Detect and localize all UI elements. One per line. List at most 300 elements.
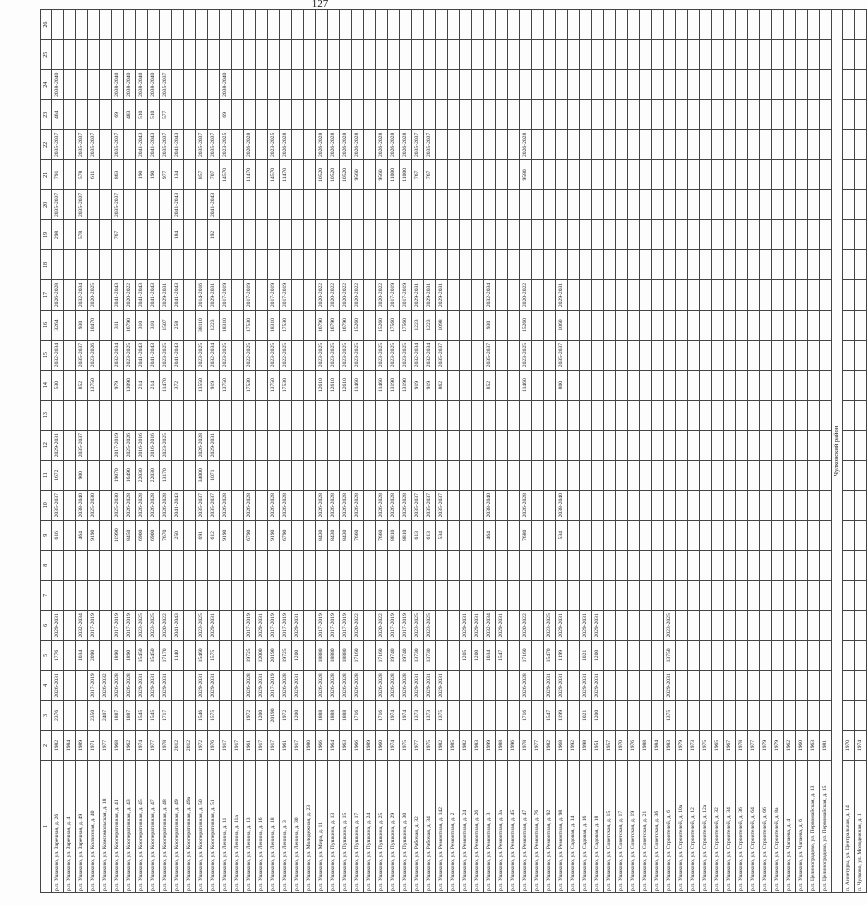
table-cell	[712, 700, 724, 730]
page-number: 127	[311, 0, 329, 10]
table-cell	[652, 460, 664, 490]
table-cell	[640, 550, 652, 580]
address-cell: р.п. Ушаково, ул. Ремонтная, д. 45	[508, 761, 520, 893]
table-cell	[472, 370, 484, 400]
table-cell	[784, 700, 796, 730]
table-cell: 2026-2028	[388, 490, 400, 520]
table-cell	[712, 70, 724, 100]
table-cell	[448, 70, 460, 100]
table-cell	[508, 130, 520, 160]
table-cell: 2038-2040	[76, 490, 88, 520]
table-cell: 919	[208, 370, 220, 400]
address-cell: р.п. Ушаково, ул. Пушкина, д. 29	[388, 761, 400, 893]
table-cell	[796, 40, 808, 70]
table-cell: 1998	[580, 730, 592, 760]
table-cell	[748, 100, 760, 130]
table-cell	[724, 430, 736, 460]
table-cell	[352, 190, 364, 220]
table-cell: 1021	[580, 640, 592, 670]
table-cell	[772, 160, 784, 190]
table-cell	[724, 10, 736, 40]
table-cell	[340, 10, 352, 40]
table-cell	[688, 100, 700, 130]
table-cell	[292, 310, 304, 340]
table-cell	[772, 490, 784, 520]
table-cell	[184, 700, 196, 730]
table-cell	[616, 190, 628, 220]
table-cell	[268, 580, 280, 610]
table-row	[136, 10, 148, 893]
table-cell	[220, 700, 232, 730]
table-cell: 2025-2030	[112, 490, 124, 520]
table-cell: 311	[112, 310, 124, 340]
table-cell	[592, 550, 604, 580]
table-row	[772, 10, 784, 893]
table-cell: 2026-2028	[352, 490, 364, 520]
table-cell	[292, 250, 304, 280]
column-number: 14	[41, 370, 52, 400]
table-cell: 613	[412, 520, 424, 550]
table-cell	[328, 580, 340, 610]
table-cell	[736, 40, 748, 70]
table-cell	[628, 400, 640, 430]
table-cell	[436, 640, 448, 670]
table-cell	[592, 10, 604, 40]
table-cell	[412, 220, 424, 250]
table-cell	[796, 640, 808, 670]
table-cell	[736, 190, 748, 220]
address-cell: п. Аннетуры, ул. Центральная, д. 14	[843, 761, 855, 893]
table-cell: 691	[196, 520, 208, 550]
table-cell: 2023-2025	[220, 340, 232, 370]
table-cell: 2029-2031	[208, 610, 220, 640]
table-cell	[232, 250, 244, 280]
address-cell: р.п. Ушаково, ул. Кооперативная, д. 49а	[184, 761, 196, 893]
table-cell	[304, 70, 316, 100]
table-cell	[304, 610, 316, 640]
table-row	[580, 10, 592, 893]
table-cell: 2041-2043	[172, 130, 184, 160]
table-cell	[712, 580, 724, 610]
address-cell: р.п. Ушаково, ул. Ленина, д. 30	[292, 761, 304, 893]
table-cell	[316, 100, 328, 130]
address-cell: р.п. Ушаково, ул. Ремонтная, д. 98	[556, 761, 568, 893]
table-cell	[328, 460, 340, 490]
table-cell: 2017-2019	[340, 610, 352, 640]
table-cell: 1996	[508, 730, 520, 760]
table-cell	[760, 70, 772, 100]
table-body	[52, 10, 867, 893]
table-cell	[580, 40, 592, 70]
table-cell	[316, 400, 328, 430]
table-cell: 8810	[388, 520, 400, 550]
table-cell	[580, 100, 592, 130]
table-cell	[256, 520, 268, 550]
table-cell	[532, 430, 544, 460]
table-cell	[676, 130, 688, 160]
table-cell	[340, 550, 352, 580]
table-cell: 1978	[520, 730, 532, 760]
table-cell	[160, 40, 172, 70]
table-cell	[712, 610, 724, 640]
table-cell	[448, 130, 460, 160]
table-cell	[532, 400, 544, 430]
table-cell	[592, 520, 604, 550]
table-cell	[508, 460, 520, 490]
table-cell	[796, 430, 808, 460]
table-cell: 2032-2034	[76, 610, 88, 640]
table-cell: 1975	[400, 730, 412, 760]
table-cell	[808, 100, 820, 130]
table-cell	[376, 430, 388, 460]
table-cell	[532, 460, 544, 490]
table-cell	[520, 400, 532, 430]
table-cell	[652, 640, 664, 670]
table-cell	[508, 40, 520, 70]
table-cell	[664, 400, 676, 430]
table-cell	[664, 160, 676, 190]
table-cell: 11460	[352, 370, 364, 400]
table-cell: 1200	[592, 700, 604, 730]
table-cell: 2035-2037	[76, 340, 88, 370]
table-cell	[843, 100, 855, 130]
table-cell	[652, 10, 664, 40]
table-cell: 2026-2028	[388, 130, 400, 160]
table-cell	[736, 520, 748, 550]
table-cell	[855, 280, 867, 310]
table-cell: 2032-2034	[424, 340, 436, 370]
table-cell	[76, 10, 88, 40]
table-cell: 2407	[100, 700, 112, 730]
table-cell	[700, 520, 712, 550]
table-cell	[544, 10, 556, 40]
table-cell	[436, 70, 448, 100]
table-cell: 2026-2028	[328, 130, 340, 160]
table-cell	[184, 100, 196, 130]
table-cell	[76, 580, 88, 610]
table-cell	[855, 520, 867, 550]
table-cell	[280, 10, 292, 40]
table-cell: 1917	[256, 730, 268, 760]
table-cell	[700, 400, 712, 430]
table-cell: 2026-2028	[280, 490, 292, 520]
table-cell	[760, 100, 772, 130]
table-cell	[460, 70, 472, 100]
table-cell	[796, 340, 808, 370]
address-cell: р.п. Ушаково, ул. Ремонтная, д. 3	[484, 761, 496, 893]
table-cell	[64, 700, 76, 730]
table-cell: 11470	[160, 370, 172, 400]
table-cell	[604, 670, 616, 700]
table-cell	[364, 310, 376, 340]
table-cell	[340, 100, 352, 130]
table-cell: 2041-2043	[172, 280, 184, 310]
table-cell	[292, 550, 304, 580]
table-cell: 2029-2031	[556, 280, 568, 310]
table-cell	[772, 640, 784, 670]
table-cell	[688, 490, 700, 520]
table-cell	[796, 130, 808, 160]
table-cell: 1968	[112, 730, 124, 760]
table-cell	[688, 220, 700, 250]
table-cell: 11470	[244, 160, 256, 190]
table-cell	[736, 10, 748, 40]
table-cell	[220, 670, 232, 700]
table-cell	[352, 400, 364, 430]
table-cell	[76, 670, 88, 700]
table-cell	[736, 640, 748, 670]
table-cell	[460, 700, 472, 730]
table-cell	[616, 70, 628, 100]
table-cell	[676, 70, 688, 100]
table-cell	[855, 400, 867, 430]
table-cell	[508, 400, 520, 430]
table-cell	[688, 700, 700, 730]
table-cell: 1974	[388, 700, 400, 730]
table-cell: 2016-2016	[148, 430, 160, 460]
table-cell	[376, 460, 388, 490]
table-cell: 2032-2034	[76, 280, 88, 310]
table-cell	[100, 640, 112, 670]
table-cell	[772, 550, 784, 580]
table-cell	[544, 550, 556, 580]
table-cell	[160, 220, 172, 250]
table-cell	[712, 280, 724, 310]
table-cell	[820, 100, 832, 130]
table-cell	[808, 430, 820, 460]
table-cell	[712, 670, 724, 700]
table-cell	[436, 550, 448, 580]
table-cell	[820, 250, 832, 280]
table-cell	[616, 400, 628, 430]
table-cell	[604, 580, 616, 610]
table-cell	[855, 190, 867, 220]
table-cell	[772, 340, 784, 370]
table-cell	[52, 40, 64, 70]
table-cell	[676, 460, 688, 490]
table-cell: 250	[172, 520, 184, 550]
table-cell	[772, 40, 784, 70]
table-cell	[436, 460, 448, 490]
table-cell	[568, 160, 580, 190]
table-cell: 1964	[328, 730, 340, 760]
address-cell: р.п. Ушаково, ул. Советская, д. 36	[652, 761, 664, 893]
table-cell	[640, 700, 652, 730]
table-row	[676, 10, 688, 893]
table-cell	[220, 640, 232, 670]
table-cell	[604, 520, 616, 550]
table-cell: 2023-2025	[340, 340, 352, 370]
table-cell	[796, 250, 808, 280]
table-cell	[136, 250, 148, 280]
table-cell	[676, 40, 688, 70]
table-cell	[628, 250, 640, 280]
table-cell	[76, 550, 88, 580]
table-cell: 1962	[784, 730, 796, 760]
table-cell	[688, 640, 700, 670]
table-cell	[580, 70, 592, 100]
table-cell	[436, 160, 448, 190]
table-cell	[544, 400, 556, 430]
table-cell	[100, 550, 112, 580]
table-cell	[772, 220, 784, 250]
table-cell: 2020-2022	[160, 610, 172, 640]
table-cell	[400, 40, 412, 70]
table-cell: 483	[124, 100, 136, 130]
table-cell	[472, 460, 484, 490]
table-cell	[88, 460, 100, 490]
table-cell: 863	[112, 160, 124, 190]
table-cell	[352, 460, 364, 490]
table-cell: 2017-2019	[400, 280, 412, 310]
table-cell	[796, 310, 808, 340]
table-cell	[604, 250, 616, 280]
table-cell: 9580	[520, 160, 532, 190]
table-cell	[712, 250, 724, 280]
table-cell: 1974	[855, 730, 867, 760]
table-cell	[676, 340, 688, 370]
table-cell	[328, 550, 340, 580]
column-number: 12	[41, 430, 52, 460]
table-cell	[688, 430, 700, 460]
table-cell	[664, 10, 676, 40]
table-cell	[232, 490, 244, 520]
table-cell	[148, 400, 160, 430]
table-cell	[220, 550, 232, 580]
table-cell: 1890	[112, 640, 124, 670]
table-cell	[496, 490, 508, 520]
table-cell	[604, 70, 616, 100]
table-cell	[364, 520, 376, 550]
table-cell	[364, 610, 376, 640]
table-cell	[364, 70, 376, 100]
table-cell: 2022-2025	[244, 340, 256, 370]
table-cell	[748, 70, 760, 100]
table-cell	[628, 670, 640, 700]
table-cell	[652, 550, 664, 580]
table-cell	[676, 490, 688, 520]
table-cell	[676, 580, 688, 610]
table-cell	[352, 580, 364, 610]
table-cell	[855, 40, 867, 70]
table-cell: 1967	[724, 730, 736, 760]
table-cell	[640, 310, 652, 340]
table-cell: 2032-2034	[208, 340, 220, 370]
table-cell	[568, 70, 580, 100]
table-cell	[472, 490, 484, 520]
address-cell: р.п. Ушаково, ул. Чапаева, д. 4	[784, 761, 796, 893]
table-cell	[640, 430, 652, 460]
table-cell	[532, 670, 544, 700]
table-cell	[232, 460, 244, 490]
table-cell: 1951	[592, 730, 604, 760]
table-cell	[436, 430, 448, 460]
table-cell	[508, 430, 520, 460]
table-cell	[532, 340, 544, 370]
table-cell	[448, 670, 460, 700]
table-cell	[112, 40, 124, 70]
table-cell	[616, 100, 628, 130]
table-cell	[688, 340, 700, 370]
address-cell: р.п. Ушаково, ул. Ленина, д. 16	[256, 761, 268, 893]
table-cell	[712, 550, 724, 580]
table-cell	[316, 10, 328, 40]
table-cell: 2026-2028	[340, 130, 352, 160]
table-cell	[484, 220, 496, 250]
table-cell	[604, 490, 616, 520]
table-cell: 2026-2028	[316, 130, 328, 160]
table-cell	[64, 310, 76, 340]
table-cell	[184, 310, 196, 340]
address-cell: р.п. Ушаково, ул. Ремонтная, д. 24	[460, 761, 472, 893]
table-cell	[724, 160, 736, 190]
table-cell: 2026-2028	[328, 490, 340, 520]
address-cell: р.п. Ушаково, ул. Строителей, д. 10а	[676, 761, 688, 893]
table-cell	[640, 40, 652, 70]
table-cell	[508, 580, 520, 610]
table-cell	[424, 40, 436, 70]
table-cell: 1223	[412, 310, 424, 340]
table-cell	[520, 550, 532, 580]
table-cell: 2029-2031	[424, 280, 436, 310]
table-cell	[340, 400, 352, 430]
table-row	[268, 10, 280, 893]
address-cell: р.п. Ушаково, ул. Кооперативная, д. 43	[124, 761, 136, 893]
table-cell	[712, 490, 724, 520]
table-cell	[364, 640, 376, 670]
column-number: 1	[41, 761, 52, 893]
table-cell	[604, 190, 616, 220]
table-cell	[712, 10, 724, 40]
table-cell	[628, 700, 640, 730]
table-cell: 2029-2031	[160, 280, 172, 310]
table-cell	[244, 250, 256, 280]
table-cell: 2041-2043	[148, 340, 160, 370]
table-cell	[772, 670, 784, 700]
table-cell	[688, 130, 700, 160]
table-cell	[700, 40, 712, 70]
table-cell: 2026-2028	[328, 670, 340, 700]
table-cell	[448, 100, 460, 130]
table-cell	[772, 430, 784, 460]
table-cell	[760, 400, 772, 430]
table-cell: 1060	[556, 310, 568, 340]
table-row	[256, 10, 268, 893]
table-cell: 2020-2025	[88, 280, 100, 310]
table-cell: 2350	[88, 700, 100, 730]
table-cell	[843, 520, 855, 550]
table-cell: 1021	[580, 700, 592, 730]
table-cell	[256, 10, 268, 40]
table-cell	[688, 280, 700, 310]
table-cell: 2029-2031	[592, 670, 604, 700]
table-cell	[472, 340, 484, 370]
table-cell: 2035-2037	[484, 340, 496, 370]
table-cell	[855, 130, 867, 160]
address-cell: р.п. Ушаково, ул. Кооперативная, д. 47	[148, 761, 160, 893]
table-cell	[784, 100, 796, 130]
table-cell	[652, 670, 664, 700]
table-row	[172, 10, 184, 893]
table-cell: 2023-2025	[352, 340, 364, 370]
table-cell	[448, 430, 460, 460]
table-cell	[328, 250, 340, 280]
address-cell: р.п. Ушаково, ул. Заречная, д. 4	[64, 761, 76, 893]
table-cell	[256, 100, 268, 130]
table-cell	[652, 610, 664, 640]
table-cell: 8430	[340, 520, 352, 550]
table-cell	[820, 340, 832, 370]
